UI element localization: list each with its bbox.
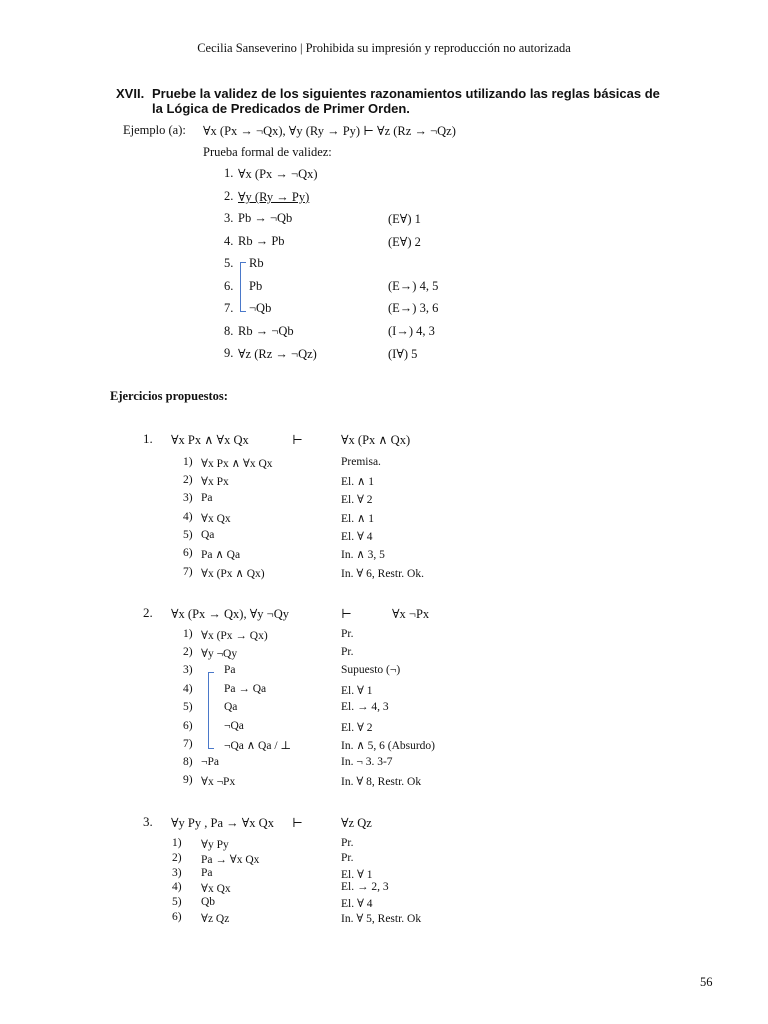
step-formula: ∀y ¬Qy xyxy=(201,648,238,660)
step-rule: El. ∀ 4 xyxy=(341,898,373,910)
example-step-rule: (E→) 4, 5 xyxy=(388,279,439,293)
step-rule: El. → 4, 3 xyxy=(341,701,389,713)
step-rule: El. ∀ 2 xyxy=(341,494,373,506)
step-formula: Pa → Qa xyxy=(224,683,267,695)
exercise-number: 1. xyxy=(143,431,153,446)
example-step-rule: (E∀) 2 xyxy=(388,235,421,249)
example-step-number: 7. xyxy=(224,301,234,315)
step-number: 5) xyxy=(183,529,193,541)
step-formula: Pa xyxy=(224,664,236,676)
example-step-formula: Rb → Pb xyxy=(238,234,285,248)
exercise-premises: ∀x Px ∧ ∀x Qx xyxy=(171,433,249,447)
step-number: 7) xyxy=(183,738,193,750)
step-formula: Pa → ∀x Qx xyxy=(201,854,260,866)
example-step-rule: (E→) 3, 6 xyxy=(388,301,439,315)
example-step-formula: ∀y (Ry → Py) xyxy=(238,190,310,204)
step-number: 3) xyxy=(183,492,193,504)
step-rule: Pr. xyxy=(341,852,354,864)
step-formula: ∀z Qz xyxy=(201,913,230,925)
step-rule: El. ∧ 1 xyxy=(341,513,375,525)
step-rule: El. ∀ 1 xyxy=(341,869,373,881)
exercise-conclusion: ∀x (Px ∧ Qx) xyxy=(341,433,411,447)
step-rule: Supuesto (¬) xyxy=(341,664,401,676)
step-formula: Qa xyxy=(201,529,215,541)
step-number: 7) xyxy=(183,566,193,578)
example-step-formula: Rb xyxy=(249,256,264,270)
example-step-formula: Pb → ¬Qb xyxy=(238,211,293,225)
step-formula: Pa ∧ Qa xyxy=(201,549,241,561)
page-header: Cecilia Sanseverino | Prohibida su impresión y reproducción no autorizada xyxy=(197,41,571,55)
step-number: 1) xyxy=(183,628,193,640)
step-number: 1) xyxy=(183,456,193,468)
step-number: 8) xyxy=(183,756,193,768)
step-formula: Pa xyxy=(201,867,213,879)
step-rule: In. ∧ 5, 6 (Absurdo) xyxy=(341,740,436,752)
step-rule: In. ∀ 6, Restr. Ok. xyxy=(341,568,424,580)
step-formula: Qb xyxy=(201,896,216,908)
step-rule: Pr. xyxy=(341,837,354,849)
step-formula: ∀x ¬Px xyxy=(201,776,236,788)
exercise-number: 2. xyxy=(143,605,153,620)
step-rule: Pr. xyxy=(341,628,354,640)
step-rule: El. ∀ 2 xyxy=(341,722,373,734)
assumption-bracket xyxy=(240,262,246,312)
example-step-formula: Pb xyxy=(249,279,263,293)
assumption-bracket xyxy=(208,672,214,749)
section-title-line1: Pruebe la validez de los siguientes razonamientos utilizando las reglas básicas de xyxy=(152,86,660,101)
step-number: 4) xyxy=(183,511,193,523)
section-title-line2: la Lógica de Predicados de Primer Orden. xyxy=(152,101,410,116)
example-step-rule: (I∀) 5 xyxy=(388,347,418,361)
step-number: 2) xyxy=(172,852,182,864)
step-formula: ∀x (Px ∧ Qx) xyxy=(201,568,265,580)
step-formula: ¬Pa xyxy=(201,756,219,768)
example-step-rule: (E∀) 1 xyxy=(388,212,421,226)
step-rule: In. ¬ 3. 3-7 xyxy=(341,756,393,768)
step-number: 9) xyxy=(183,774,193,786)
step-formula: ∀x Px ∧ ∀x Qx xyxy=(201,458,273,470)
turnstile: ⊢ xyxy=(341,607,352,621)
example-argument: ∀x (Px → ¬Qx), ∀y (Ry → Py) ⊢ ∀z (Rz → ¬Qz) xyxy=(203,124,456,138)
example-step-number: 1. xyxy=(224,166,234,180)
turnstile: ⊢ xyxy=(292,433,303,447)
exercise-premises: ∀x (Px → Qx), ∀y ¬Qy xyxy=(171,607,289,621)
step-rule: El. ∧ 1 xyxy=(341,476,375,488)
example-step-formula: ∀x (Px → ¬Qx) xyxy=(238,167,318,181)
step-number: 5) xyxy=(172,896,182,908)
step-rule: In. ∀ 8, Restr. Ok xyxy=(341,776,422,788)
exercise-number: 3. xyxy=(143,814,153,829)
step-formula: Pa xyxy=(201,492,213,504)
example-step-formula: ¬Qb xyxy=(249,301,272,315)
example-step-number: 2. xyxy=(224,189,234,203)
step-number: 2) xyxy=(183,646,193,658)
example-step-formula: Rb → ¬Qb xyxy=(238,324,294,338)
step-rule: El. ∀ 4 xyxy=(341,531,373,543)
example-step-number: 5. xyxy=(224,256,234,270)
step-formula: ¬Qa ∧ Qa / ⊥ xyxy=(224,740,292,752)
section-number: XVII. xyxy=(116,86,145,101)
step-formula: ¬Qa xyxy=(224,720,244,732)
step-formula: ∀y Py xyxy=(201,839,229,851)
example-step-number: 9. xyxy=(224,346,234,360)
step-number: 2) xyxy=(183,474,193,486)
step-number: 6) xyxy=(172,911,182,923)
step-number: 6) xyxy=(183,547,193,559)
example-step-number: 8. xyxy=(224,324,234,338)
page-number: 56 xyxy=(700,975,713,989)
exercise-conclusion: ∀x ¬Px xyxy=(392,607,430,621)
step-formula: ∀x (Px → Qx) xyxy=(201,630,268,642)
example-label: Ejemplo (a): xyxy=(123,123,186,137)
step-number: 4) xyxy=(172,881,182,893)
example-step-formula: ∀z (Rz → ¬Qz) xyxy=(238,347,317,361)
step-rule: Premisa. xyxy=(341,456,381,468)
exercise-conclusion: ∀z Qz xyxy=(341,816,372,830)
step-formula: ∀x Px xyxy=(201,476,229,488)
step-number: 6) xyxy=(183,720,193,732)
example-step-number: 3. xyxy=(224,211,234,225)
step-formula: ∀x Qx xyxy=(201,513,231,525)
step-rule: In. ∧ 3, 5 xyxy=(341,549,385,561)
step-number: 3) xyxy=(172,867,182,879)
step-number: 4) xyxy=(183,683,193,695)
example-step-number: 6. xyxy=(224,279,234,293)
step-rule: Pr. xyxy=(341,646,354,658)
step-formula: Qa xyxy=(224,701,238,713)
turnstile: ⊢ xyxy=(292,816,303,830)
step-number: 1) xyxy=(172,837,182,849)
step-number: 5) xyxy=(183,701,193,713)
exercises-label: Ejercicios propuestos: xyxy=(110,389,228,403)
step-formula: ∀x Qx xyxy=(201,883,231,895)
step-number: 3) xyxy=(183,664,193,676)
step-rule: El. → 2, 3 xyxy=(341,881,389,893)
proof-label: Prueba formal de validez: xyxy=(203,145,332,159)
example-step-number: 4. xyxy=(224,234,234,248)
step-rule: In. ∀ 5, Restr. Ok xyxy=(341,913,422,925)
example-step-rule: (I→) 4, 3 xyxy=(388,324,435,338)
exercise-premises: ∀y Py , Pa → ∀x Qx xyxy=(171,816,274,830)
step-rule: El. ∀ 1 xyxy=(341,685,373,697)
